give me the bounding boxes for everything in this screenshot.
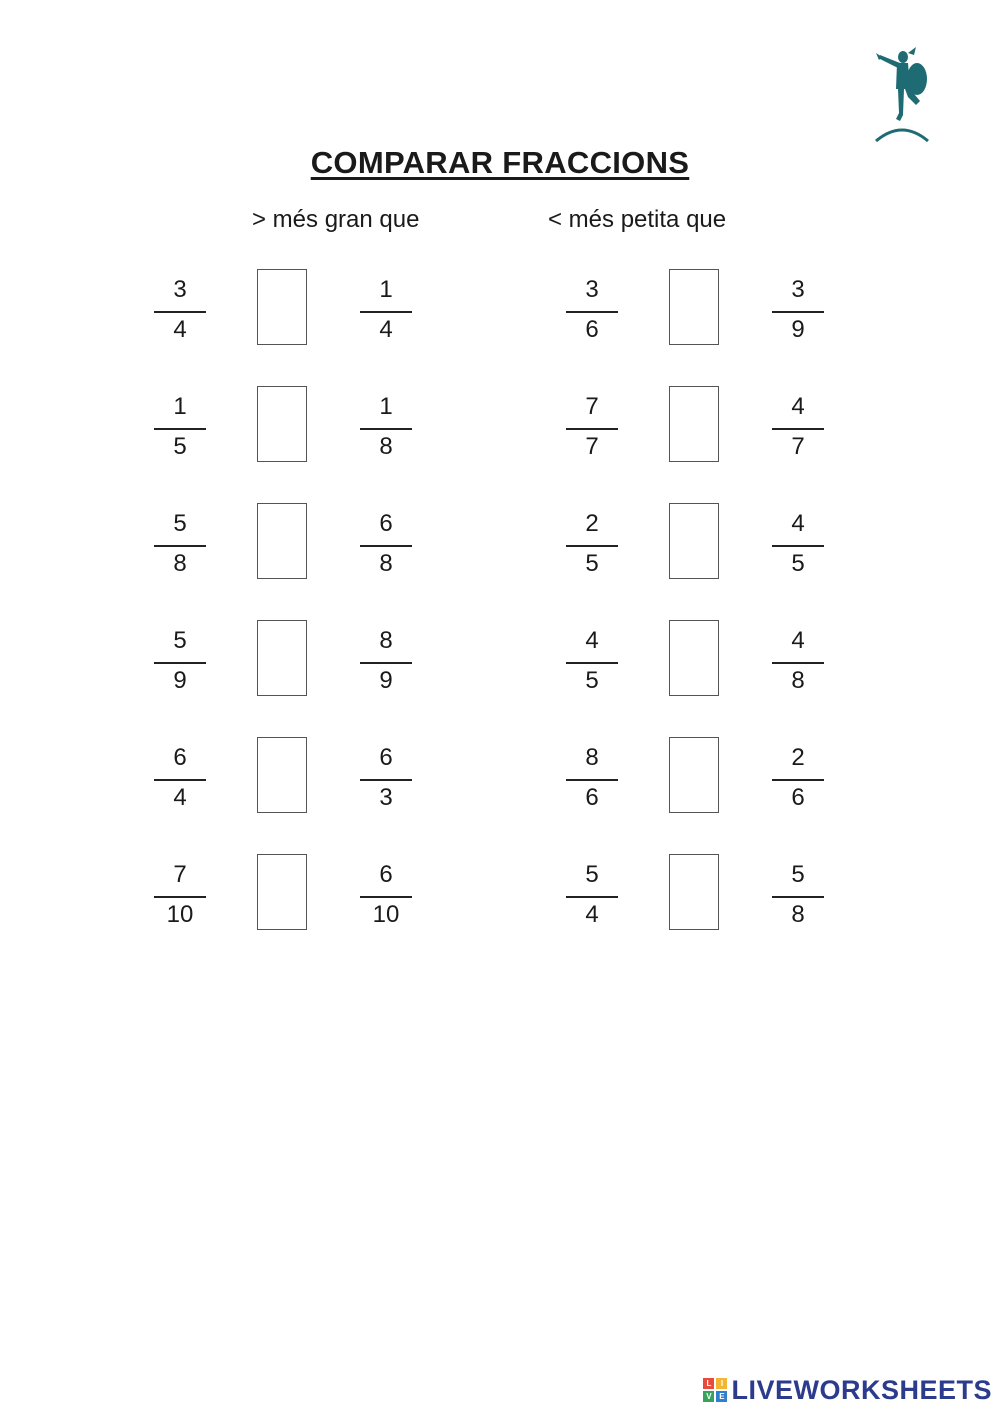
fraction-bar <box>772 662 824 664</box>
numerator: 3 <box>173 276 187 303</box>
fraction-bar <box>772 779 824 781</box>
denominator: 5 <box>585 550 599 577</box>
right-fraction <box>772 389 824 469</box>
left-fraction <box>566 272 618 352</box>
comparison-answer-box[interactable] <box>257 269 307 345</box>
numerator: 5 <box>173 627 187 654</box>
comparison-answer-box[interactable] <box>257 854 307 930</box>
numerator: 6 <box>379 510 393 537</box>
right-fraction <box>360 623 412 703</box>
denominator: 4 <box>173 316 187 343</box>
comparison-answer-box[interactable] <box>257 386 307 462</box>
left-fraction <box>566 623 618 703</box>
left-fraction <box>154 857 206 937</box>
fraction-bar <box>566 545 618 547</box>
fraction-bar <box>772 311 824 313</box>
denominator: 7 <box>585 433 599 460</box>
comparison-answer-box[interactable] <box>669 386 719 462</box>
fraction-bar <box>360 545 412 547</box>
numerator: 4 <box>791 510 805 537</box>
numerator: 5 <box>585 861 599 888</box>
denominator: 5 <box>585 667 599 694</box>
left-fraction <box>154 506 206 586</box>
comparison-answer-box[interactable] <box>257 737 307 813</box>
left-fraction <box>566 857 618 937</box>
left-fraction <box>154 740 206 820</box>
denominator: 5 <box>791 550 805 577</box>
fraction-bar <box>772 545 824 547</box>
numerator: 5 <box>791 861 805 888</box>
numerator: 6 <box>173 744 187 771</box>
right-fraction <box>772 272 824 352</box>
fraction-bar <box>154 779 206 781</box>
school-logo <box>870 45 934 143</box>
liveworksheets-brand <box>703 1375 992 1405</box>
fraction-bar <box>154 311 206 313</box>
denominator: 8 <box>173 550 187 577</box>
right-fraction <box>360 506 412 586</box>
legend-greater-than: > més gran que <box>252 206 420 233</box>
numerator: 3 <box>585 276 599 303</box>
fraction-bar <box>360 896 412 898</box>
denominator: 6 <box>585 784 599 811</box>
brand-name: LIVEWORKSHEETS <box>731 1374 992 1405</box>
comparison-answer-box[interactable] <box>669 620 719 696</box>
denominator: 4 <box>379 316 393 343</box>
left-fraction <box>154 389 206 469</box>
denominator: 4 <box>173 784 187 811</box>
numerator: 1 <box>379 276 393 303</box>
comparison-answer-box[interactable] <box>669 737 719 813</box>
denominator: 6 <box>585 316 599 343</box>
fraction-bar <box>154 896 206 898</box>
comparison-answer-box[interactable] <box>257 620 307 696</box>
brand-cubes-icon: L I V E <box>703 1378 729 1402</box>
numerator: 6 <box>379 744 393 771</box>
right-fraction <box>360 272 412 352</box>
denominator: 8 <box>791 901 805 928</box>
fraction-bar <box>154 662 206 664</box>
fraction-bar <box>772 428 824 430</box>
left-fraction <box>154 623 206 703</box>
denominator: 9 <box>379 667 393 694</box>
fraction-bar <box>566 662 618 664</box>
fraction-bar <box>360 779 412 781</box>
fraction-bar <box>360 311 412 313</box>
fraction-bar <box>154 545 206 547</box>
fraction-bar <box>360 428 412 430</box>
left-fraction <box>566 740 618 820</box>
numerator: 6 <box>379 861 393 888</box>
denominator: 10 <box>166 901 194 928</box>
numerator: 4 <box>791 393 805 420</box>
numerator: 8 <box>585 744 599 771</box>
denominator: 8 <box>791 667 805 694</box>
fraction-bar <box>566 779 618 781</box>
fraction-bar <box>772 896 824 898</box>
denominator: 5 <box>173 433 187 460</box>
left-fraction <box>566 506 618 586</box>
right-fraction <box>360 740 412 820</box>
numerator: 2 <box>791 744 805 771</box>
denominator: 7 <box>791 433 805 460</box>
denominator: 6 <box>791 784 805 811</box>
fraction-bar <box>154 428 206 430</box>
comparison-answer-box[interactable] <box>669 503 719 579</box>
legend-less-than: < més petita que <box>548 206 727 233</box>
numerator: 4 <box>791 627 805 654</box>
numerator: 8 <box>379 627 393 654</box>
left-fraction <box>154 272 206 352</box>
numerator: 1 <box>173 393 187 420</box>
denominator: 10 <box>372 901 400 928</box>
fraction-bar <box>360 662 412 664</box>
numerator: 5 <box>173 510 187 537</box>
right-fraction <box>772 506 824 586</box>
right-fraction <box>360 857 412 937</box>
denominator: 3 <box>379 784 393 811</box>
page-title: COMPARAR FRACCIONS <box>310 145 690 180</box>
denominator: 4 <box>585 901 599 928</box>
right-fraction <box>360 389 412 469</box>
numerator: 1 <box>379 393 393 420</box>
fraction-bar <box>566 311 618 313</box>
denominator: 9 <box>791 316 805 343</box>
right-fraction <box>772 857 824 937</box>
comparison-answer-box[interactable] <box>669 269 719 345</box>
left-fraction <box>566 389 618 469</box>
fraction-bar <box>566 428 618 430</box>
numerator: 7 <box>173 861 187 888</box>
right-fraction <box>772 623 824 703</box>
fraction-bar <box>566 896 618 898</box>
numerator: 7 <box>585 393 599 420</box>
comparison-answer-box[interactable] <box>257 503 307 579</box>
denominator: 8 <box>379 433 393 460</box>
denominator: 9 <box>173 667 187 694</box>
comparison-answer-box[interactable] <box>669 854 719 930</box>
right-fraction <box>772 740 824 820</box>
numerator: 3 <box>791 276 805 303</box>
numerator: 4 <box>585 627 599 654</box>
numerator: 2 <box>585 510 599 537</box>
denominator: 8 <box>379 550 393 577</box>
